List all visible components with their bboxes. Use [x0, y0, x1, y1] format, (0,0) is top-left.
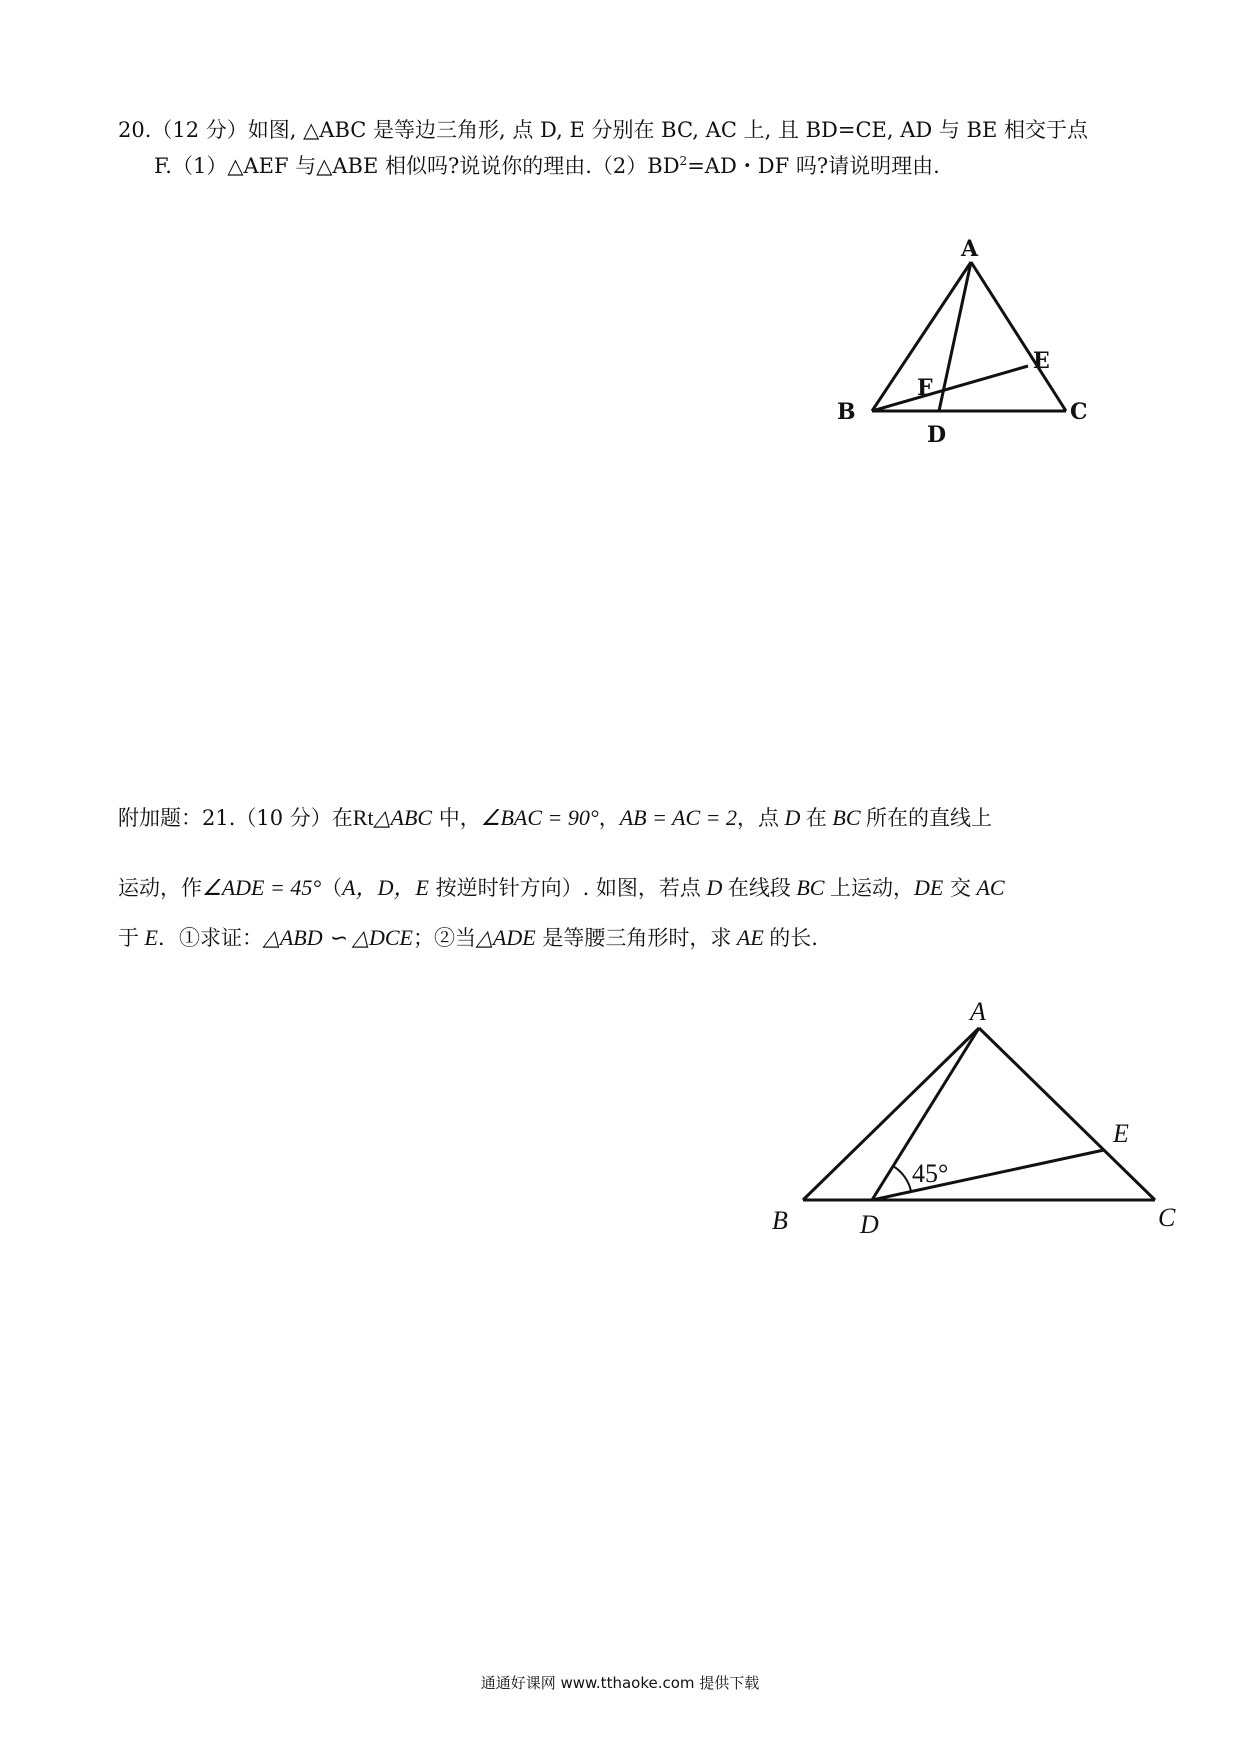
text: 是等腰三角形时，求	[535, 926, 732, 950]
label-c: C	[1158, 1203, 1176, 1232]
text: 上运动，	[829, 876, 914, 900]
label-e: E	[1033, 348, 1050, 374]
triangle-abc: △ABC	[373, 805, 433, 830]
segment-bc: BC	[790, 875, 830, 900]
label-d: D	[860, 1210, 879, 1239]
text: 在	[805, 806, 827, 830]
segment-ac	[971, 262, 1066, 411]
problem-20-line-2-end: =AD・DF 吗?请说明理由.	[687, 154, 940, 178]
label-c: C	[1070, 399, 1088, 425]
angle-arc	[893, 1166, 911, 1191]
problem-20-line-2	[118, 148, 1128, 184]
text: 交	[943, 876, 971, 900]
points-ade: A，D，E	[342, 875, 429, 900]
point-e: E	[139, 925, 158, 950]
equation-ab-ac: AB = AC = 2	[619, 805, 737, 830]
problem-20-line-1: 20.（12 分）如图, △ABC 是等边三角形, 点 D, E 分别在 BC, AC 上, 且 BD=CE, AD 与 BE 相交于点	[118, 118, 1088, 142]
point-d: D	[700, 875, 728, 900]
label-a: A	[961, 236, 979, 262]
segment-ab	[803, 1028, 979, 1200]
angle-bac: ∠BAC = 90°	[480, 805, 599, 830]
text: 附加题：21.（10 分）在	[118, 806, 353, 830]
text: 运动，作	[118, 876, 202, 900]
text: 的长.	[769, 926, 818, 950]
text: ．①求证：	[157, 926, 263, 950]
angle-ade: ∠ADE = 45°	[202, 875, 322, 900]
similarity-statement: △ABD ∽ △DCE	[262, 925, 413, 950]
text: 所在的直线上	[866, 806, 992, 830]
segment-be	[872, 366, 1028, 411]
triangle-ade: △ADE	[476, 925, 536, 950]
problem-21-line-3	[118, 920, 1128, 956]
text: ，	[598, 806, 620, 830]
footer: 通通好课网 www.tthaoke.com 提供下载	[480, 1674, 760, 1692]
label-d: D	[927, 422, 947, 448]
label-a: A	[970, 997, 986, 1026]
segment-ac	[979, 1028, 1155, 1200]
segment-de: DE	[913, 875, 944, 900]
label-f: F	[917, 375, 933, 401]
problem-20-line-2-start: F.（1）△AEF 与△ABE 相似吗?说说你的理由.（2）BD	[154, 154, 680, 178]
problem-21	[118, 800, 1128, 956]
label-e: E	[1113, 1119, 1129, 1148]
label-b: B	[837, 399, 856, 425]
label-b: B	[772, 1206, 788, 1235]
problem-20	[118, 112, 1128, 184]
text: 中，	[432, 806, 481, 830]
label-angle-45: 45°	[912, 1159, 949, 1188]
figure-equilateral-triangle	[820, 236, 1120, 492]
superscript-2: 2	[679, 154, 688, 168]
segment-bc: BC	[826, 805, 866, 830]
text: 在线段	[727, 876, 791, 900]
segment-ac: AC	[970, 875, 1005, 900]
text: 于	[118, 926, 139, 950]
problem-21-line-1	[118, 800, 1128, 836]
segment-ae: AE	[731, 925, 770, 950]
text: 按逆时针方向）. 如图，若点	[428, 876, 701, 900]
problem-21-line-2	[118, 870, 1128, 906]
figure-right-isosceles-triangle	[760, 985, 1200, 1239]
rt-symbol: Rt	[352, 805, 374, 830]
text: ；②当	[413, 926, 476, 950]
point-d: D	[778, 805, 806, 830]
text: ，点	[736, 806, 779, 830]
segment-de	[872, 1150, 1104, 1200]
text: （	[321, 876, 343, 900]
